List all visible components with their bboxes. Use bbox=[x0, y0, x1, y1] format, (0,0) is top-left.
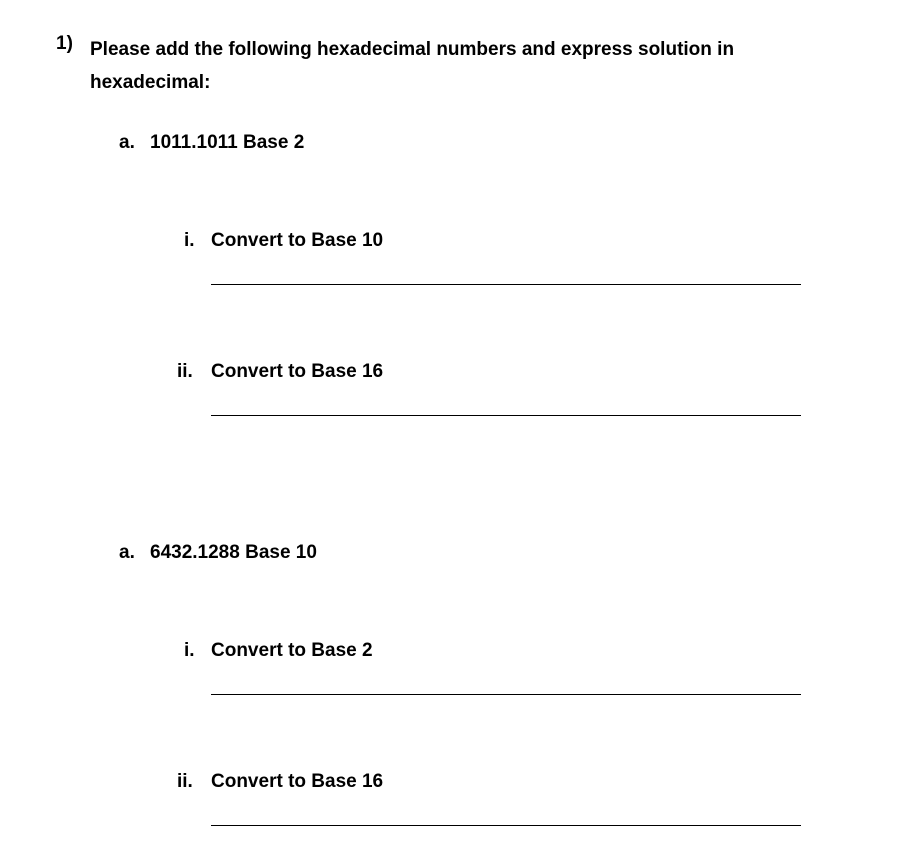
answer-line[interactable] bbox=[211, 415, 801, 416]
subpart-label: Convert to Base 2 bbox=[211, 640, 373, 661]
question-text: Please add the following hexadecimal numbers and express solution in hexadecimal: bbox=[90, 39, 735, 93]
answer-line[interactable] bbox=[211, 825, 801, 826]
part-marker: a. bbox=[119, 542, 135, 563]
subpart-marker: ii. bbox=[177, 771, 193, 792]
subpart-label: Convert to Base 10 bbox=[211, 230, 384, 251]
subpart-marker: i. bbox=[184, 230, 195, 251]
subpart-marker: ii. bbox=[177, 361, 193, 382]
part-label: 1011.1011 Base 2 bbox=[150, 132, 305, 153]
question-number: 1) bbox=[56, 33, 73, 54]
subpart-marker: i. bbox=[184, 640, 195, 661]
part-marker: a. bbox=[119, 132, 135, 153]
part-label: 6432.1288 Base 10 bbox=[150, 542, 317, 563]
subpart-label: Convert to Base 16 bbox=[211, 361, 384, 382]
answer-line[interactable] bbox=[211, 694, 801, 695]
answer-line[interactable] bbox=[211, 284, 801, 285]
subpart-label: Convert to Base 16 bbox=[211, 771, 384, 792]
